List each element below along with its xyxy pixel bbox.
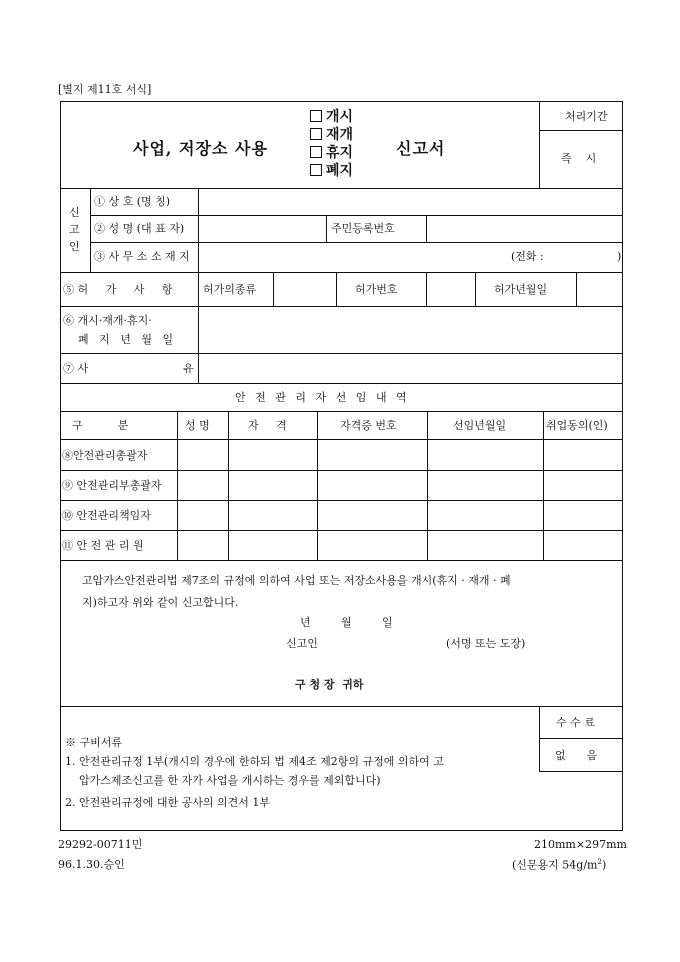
documents-item1-line1: 1. 안전관리규정 1부(개시의 경우에 한하되 법 제4조 제2항의 규정에 의하여 고 bbox=[65, 755, 444, 768]
date-day: 일 bbox=[382, 616, 393, 629]
processing-value: 즉 시 bbox=[561, 152, 597, 165]
checkbox-icon[interactable] bbox=[310, 164, 322, 176]
date-year: 년 bbox=[300, 616, 311, 629]
processing-label: 처리기간 bbox=[565, 110, 608, 123]
trade-name-label: ① 상 호 (명 칭) bbox=[94, 195, 171, 208]
safety-header-license-number: 자격증 번호 bbox=[340, 419, 397, 432]
permit-date-label: 허가년월일 bbox=[494, 283, 548, 296]
safety-row: ⑩ 안전관리책임자 bbox=[62, 509, 151, 522]
safety-section-title: 안 전 관 리 자 선 임 내 역 bbox=[235, 391, 410, 404]
safety-row: ⑧안전관리총괄자 bbox=[62, 449, 148, 462]
safety-header-consent: 취업동의(인) bbox=[546, 419, 608, 432]
safety-header-appointment-date: 선임년월일 bbox=[453, 419, 507, 432]
footer-paper: (신문용지 $54g/m^2$) bbox=[512, 858, 607, 872]
declaration-line1: 고압가스안전관리법 제7조의 규정에 의하여 사업 또는 저장소사용을 개시(휴지 · 재개 · 폐 bbox=[82, 574, 511, 587]
reporter-label: 신고인 bbox=[286, 637, 318, 650]
option-close: 폐지 bbox=[310, 160, 353, 178]
address-label: ③ 사 무 소 소 재 지 bbox=[94, 250, 190, 263]
safety-header-qualification: 자 격 bbox=[248, 419, 287, 432]
option-resume: 재개 bbox=[310, 124, 353, 142]
phone-label: (전화 : bbox=[511, 250, 544, 263]
signature-label: (서명 또는 도장) bbox=[446, 637, 526, 650]
documents-title: ※ 구비서류 bbox=[65, 736, 123, 749]
fee-value: 없 음 bbox=[555, 749, 598, 762]
documents-item1-line2: 압가스제조신고를 한 자가 사업을 개시하는 경우를 제외합니다) bbox=[79, 774, 381, 787]
declaration-line2: 지)하고자 위와 같이 신고합니다. bbox=[82, 596, 239, 609]
checkbox-icon[interactable] bbox=[310, 146, 322, 158]
title-options bbox=[310, 106, 353, 178]
reason-label-end: 유 bbox=[183, 362, 194, 375]
event-date-line2: 폐 지 년 월 일 bbox=[78, 333, 174, 346]
permit-number-label: 허가번호 bbox=[355, 283, 398, 296]
reason-label: ⑦ 사 bbox=[63, 362, 89, 375]
applicant-side-label: 신 고 인 bbox=[69, 206, 80, 253]
checkbox-icon[interactable] bbox=[310, 110, 322, 122]
checkbox-icon[interactable] bbox=[310, 128, 322, 140]
safety-header-name: 성 명 bbox=[185, 419, 210, 432]
documents-item2: 2. 안전관리규정에 대한 공사의 의견서 1부 bbox=[65, 796, 270, 809]
event-date-line1: ⑥ 개시·재개·휴지· bbox=[63, 314, 152, 327]
date-month: 월 bbox=[341, 616, 352, 629]
phone-close: ) bbox=[617, 250, 622, 263]
name-label: ② 성 명 (대 표 자) bbox=[94, 222, 185, 235]
footer-size: 210mm×297mm bbox=[534, 838, 627, 851]
option-suspend: 휴지 bbox=[310, 142, 353, 160]
footer-code: 29292-00711민 bbox=[58, 838, 143, 851]
safety-header-category: 구 분 bbox=[72, 419, 129, 432]
footer-approval: 96.1.30.승인 bbox=[58, 858, 125, 871]
option-start: 개시 bbox=[310, 106, 353, 124]
recipient: 구 청 장 귀하 bbox=[295, 678, 364, 691]
title-suffix: 신고서 bbox=[396, 139, 446, 158]
title-main: 사업, 저장소 사용 bbox=[133, 139, 268, 158]
rrn-label: 주민등록번호 bbox=[331, 222, 395, 235]
fee-label: 수 수 료 bbox=[556, 716, 595, 729]
permit-type-label: 허가의종류 bbox=[203, 283, 257, 296]
permit-label: ⑤ 허 가 사 항 bbox=[63, 283, 173, 296]
safety-row: ⑨ 안전관리부총괄자 bbox=[62, 479, 162, 492]
safety-row: ⑪ 안 전 관 리 원 bbox=[62, 539, 144, 552]
form-label: [별지 제11호 서식] bbox=[58, 83, 152, 96]
